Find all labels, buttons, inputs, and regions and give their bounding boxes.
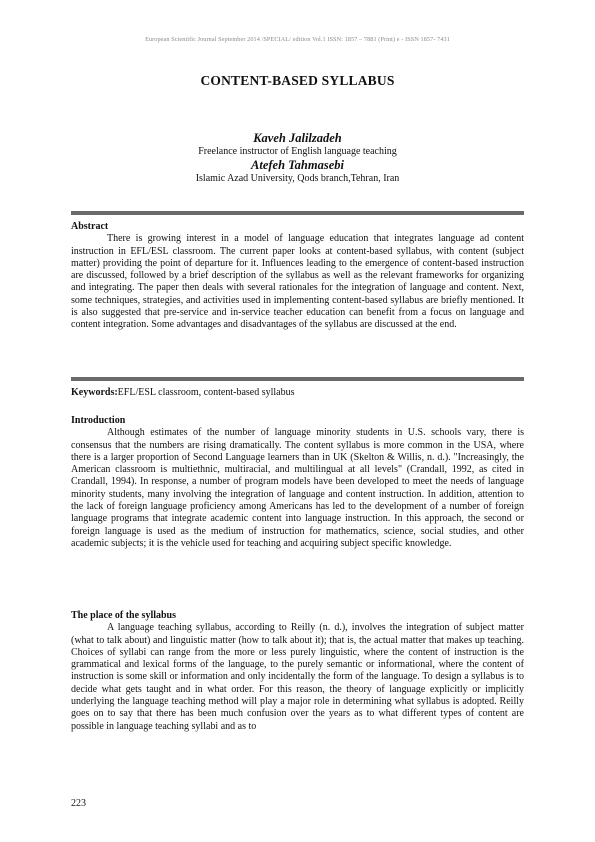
abstract-heading: Abstract: [71, 221, 109, 232]
section-heading: Introduction: [71, 415, 126, 426]
keywords-text: EFL/ESL classroom, content-based syllabus: [117, 387, 295, 398]
author-affiliation: Freelance instructor of English language teaching: [198, 146, 397, 157]
running-header: European Scientific Journal September 2014 /SPECIAL/ edition Vol.1 ISSN: 1857 – 7881 (Print) e - ISSN 1857- 7431: [145, 36, 450, 43]
divider-rule: [71, 377, 524, 381]
author-name: Kaveh Jalilzadeh: [253, 131, 342, 145]
syllabus-place-section: [71, 610, 524, 733]
introduction-section: [71, 415, 524, 550]
author-block: [0, 131, 595, 185]
section-text: A language teaching syllabus, according to Reilly (n. d.), involves the integration of subject matter (what to talk about) and linguistic matter (how to talk about it); that is, the actual matter that makes up teaching. Choices of syllabi can range from the more or less purely linguistic, where the content of instruction is the grammatical and lexical forms of the language, to the purely semantic or informational, where the content of instruction is some skill or information and only incidentally the form of the language. To design a syllabus is to decide what gets taught and in what order. For this reason, the theory of language explicitly or implicitly underlying the language teaching method will play a major role in determining what syllabus is adopted. Reilly goes on to say that there has been much confusion over the years as to what different types of content are possible in language teaching syllabi and as to: [71, 622, 524, 732]
keywords-line: [71, 387, 524, 399]
divider-rule: [71, 211, 524, 215]
abstract-text: There is growing interest in a model of language education that integrates language ad content instruction in EFL/ESL classroom. The current paper looks at content-based syllabus, with content (subject matter) providing the point of departure for it. Influences leading to the emergence of content-based instruction are discussed, followed by a brief description of the syllabus as well as the relevant frameworks for organizing and integrating. The paper then deals with several rationales for the integration of language and content. Next, some techniques, strategies, and activities used in implementing content-based syllabus are briefly mentioned. It is also suggested that pre-service and in-service teacher education can benefit from a focus on language and content integration. Some advantages and disadvantages of the syllabus are discussed at the end.: [71, 233, 524, 331]
section-text: Although estimates of the number of language minority students in U.S. schools vary, there is consensus that the numbers are rising dramatically. The content syllabus is more common in the USA, where there is a larger proportion of Second Language learners than in UK (Skelton & Willis, n. d.). "Increasingly, the American classroom is multiethnic, multiracial, and multilingual at all levels" (Crandall, 1992, as cited in Crandall, 1994). In response, a number of program models have been developed to meet the needs of language minority students, many involving the integration of language and content instruction. In addition, attention to the lack of foreign language proficiency among Americans has led to the development of a number of foreign language programs that integrate academic content into language instruction. In this approach, the second or foreign language is used as the medium of instruction for mathematics, science, social studies, and other academic subjects; it is the vehicle used for teaching and acquiring subject specific knowledge.: [71, 427, 524, 549]
author-affiliation: Islamic Azad University, Qods branch,Tehran, Iran: [195, 173, 400, 184]
abstract-section: [71, 221, 524, 332]
page-number: 223: [71, 798, 86, 809]
paper-title: CONTENT-BASED SYLLABUS: [200, 73, 395, 88]
keywords-label: Keywords:: [71, 387, 118, 398]
author-name: Atefeh Tahmasebi: [251, 158, 344, 172]
section-heading: The place of the syllabus: [71, 610, 177, 621]
